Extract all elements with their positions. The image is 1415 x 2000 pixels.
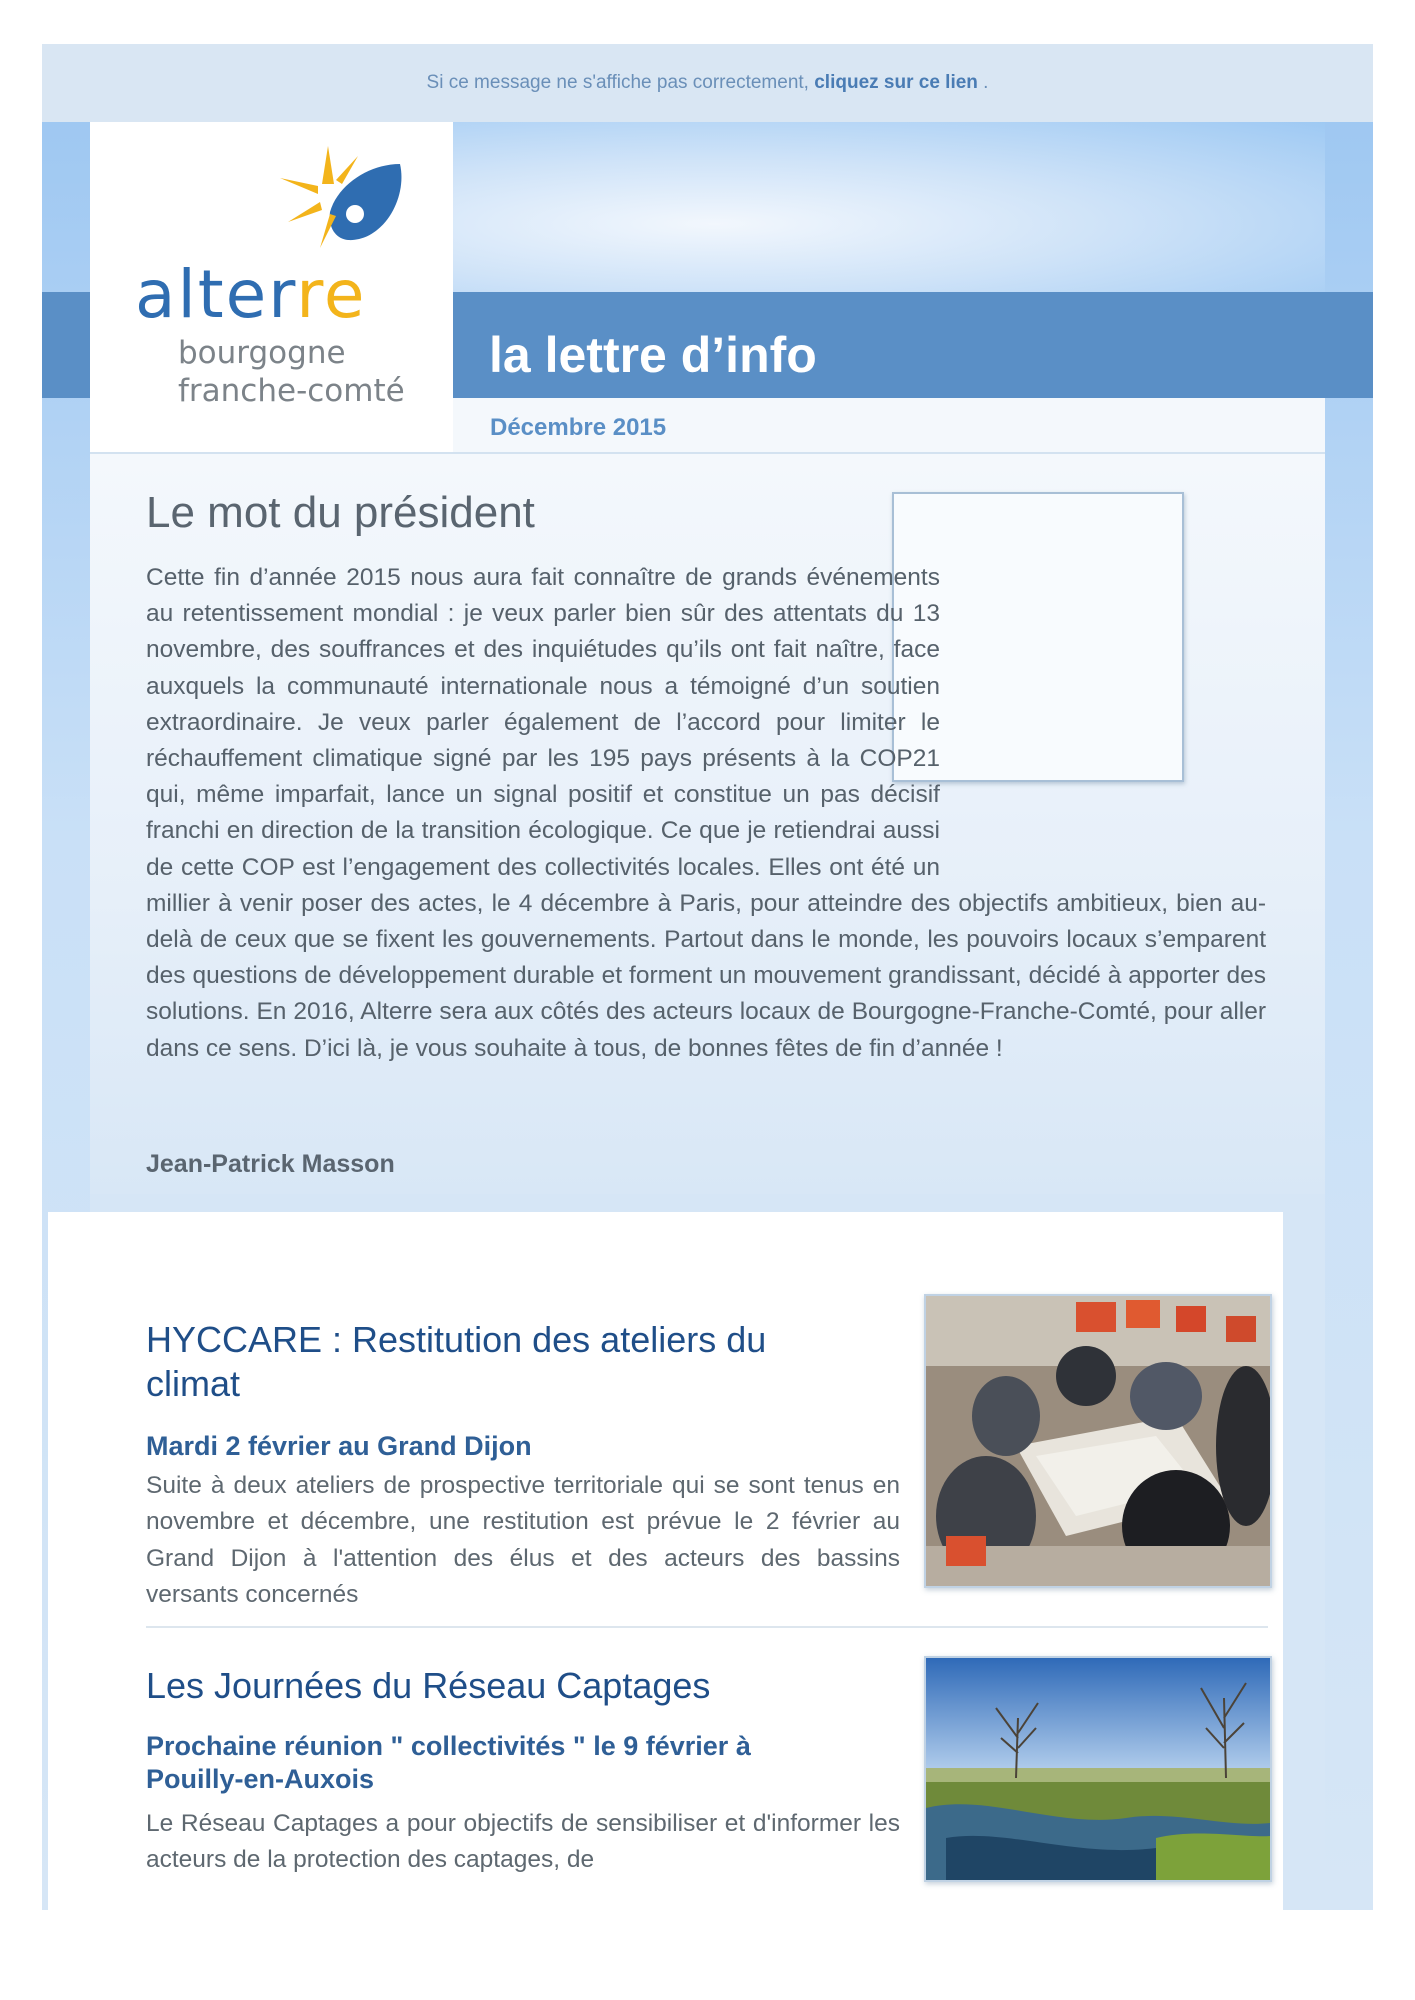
topbar-trail: . bbox=[977, 72, 989, 93]
news-item-1-title[interactable]: HYCCARE : Restitution des ateliers du climat bbox=[146, 1319, 767, 1404]
view-online-link[interactable]: cliquez sur ce lien bbox=[814, 72, 978, 93]
logo-sub-region-2: franche-comté bbox=[178, 373, 405, 409]
logo-subtitle bbox=[178, 334, 405, 410]
workshop-photo-icon bbox=[926, 1296, 1270, 1586]
news-item-2-subtitle: Prochaine réunion " collectivités " le 9 février à Pouilly-en-Auxois bbox=[146, 1731, 751, 1794]
news-item-1-photo[interactable] bbox=[924, 1294, 1272, 1588]
news-item-2-title[interactable]: Les Journées du Réseau Captages bbox=[146, 1665, 711, 1706]
logo[interactable] bbox=[90, 122, 453, 452]
issue-date: Décembre 2015 bbox=[490, 414, 667, 441]
header-hero bbox=[90, 122, 1325, 502]
newsletter-title: la lettre d’info bbox=[489, 327, 817, 383]
logo-name-main: alter bbox=[135, 256, 297, 333]
right-band-strip bbox=[1325, 292, 1373, 398]
president-text bbox=[146, 560, 1266, 1067]
president-title: Le mot du président bbox=[146, 488, 535, 537]
president-text-body: Cette fin d’année 2015 nous aura fait connaître de grands événements au retentissement mondial : je veux parler bien sûr des attentats du 13 novembre, des souffrances et des inquiétudes qu’ils ont fait naître, face auxquels la communauté internationale nous a témoigné d’un soutien extraordinaire. Je veux parler également de l’accord pour limiter le réchauffement climatique signé par les 195 pays présents à la COP21 qui, même imparfait, lance un signal positif et constitue un pas décisif franchi en direction de la transition écologique. Ce que je retiendrai aussi de cette COP est l’engagement des collectivités locales. Elles ont été un millier à venir poser des actes, le 4 décembre à Paris, pour atteindre des objectifs ambitieux, bien au-delà de ceux que se fixent les gouvernements. Partout dans le monde, les pouvoirs locaux s’emparent des questions de développement durable et forment un mouvement grandissant, décidé à apporter des solutions. En 2016, Alterre sera aux côtés des acteurs locaux de Bourgogne-Franche-Comté, pour aller dans ce sens. D’ici là, je vous souhaite à tous, de bonnes fêtes de fin d’année ! bbox=[146, 564, 1266, 1062]
president-signature: Jean-Patrick Masson bbox=[146, 1150, 395, 1178]
news-item-2-photo[interactable] bbox=[924, 1656, 1272, 1882]
news-item-2-text: Le Réseau Captages a pour objectifs de sensibiliser et d'informer les acteurs de la protection des captages, de bbox=[146, 1810, 900, 1874]
topbar bbox=[42, 44, 1373, 122]
topbar-text: Si ce message ne s'affiche pas correctement, bbox=[426, 72, 809, 93]
news-divider bbox=[146, 1626, 1268, 1628]
news-item-1-subtitle: Mardi 2 février au Grand Dijon bbox=[146, 1431, 532, 1461]
title-band bbox=[453, 292, 1325, 398]
header-sky bbox=[453, 122, 1325, 292]
photo-float-spacer bbox=[940, 560, 1266, 852]
logo-mark-icon bbox=[260, 144, 420, 264]
landscape-photo-icon bbox=[926, 1658, 1270, 1880]
logo-name-accent: re bbox=[296, 256, 367, 333]
left-band-strip bbox=[42, 292, 90, 398]
logo-wordmark bbox=[135, 256, 367, 333]
news-item-1-text: Suite à deux ateliers de prospective territoriale qui se sont tenus en novembre et décembre, une restitution est prévue le 2 février au Grand Dijon à l'attention des élus et des acteurs des bassins versants concernés bbox=[146, 1472, 900, 1608]
logo-sub-region-1: bourgogne bbox=[178, 335, 346, 371]
